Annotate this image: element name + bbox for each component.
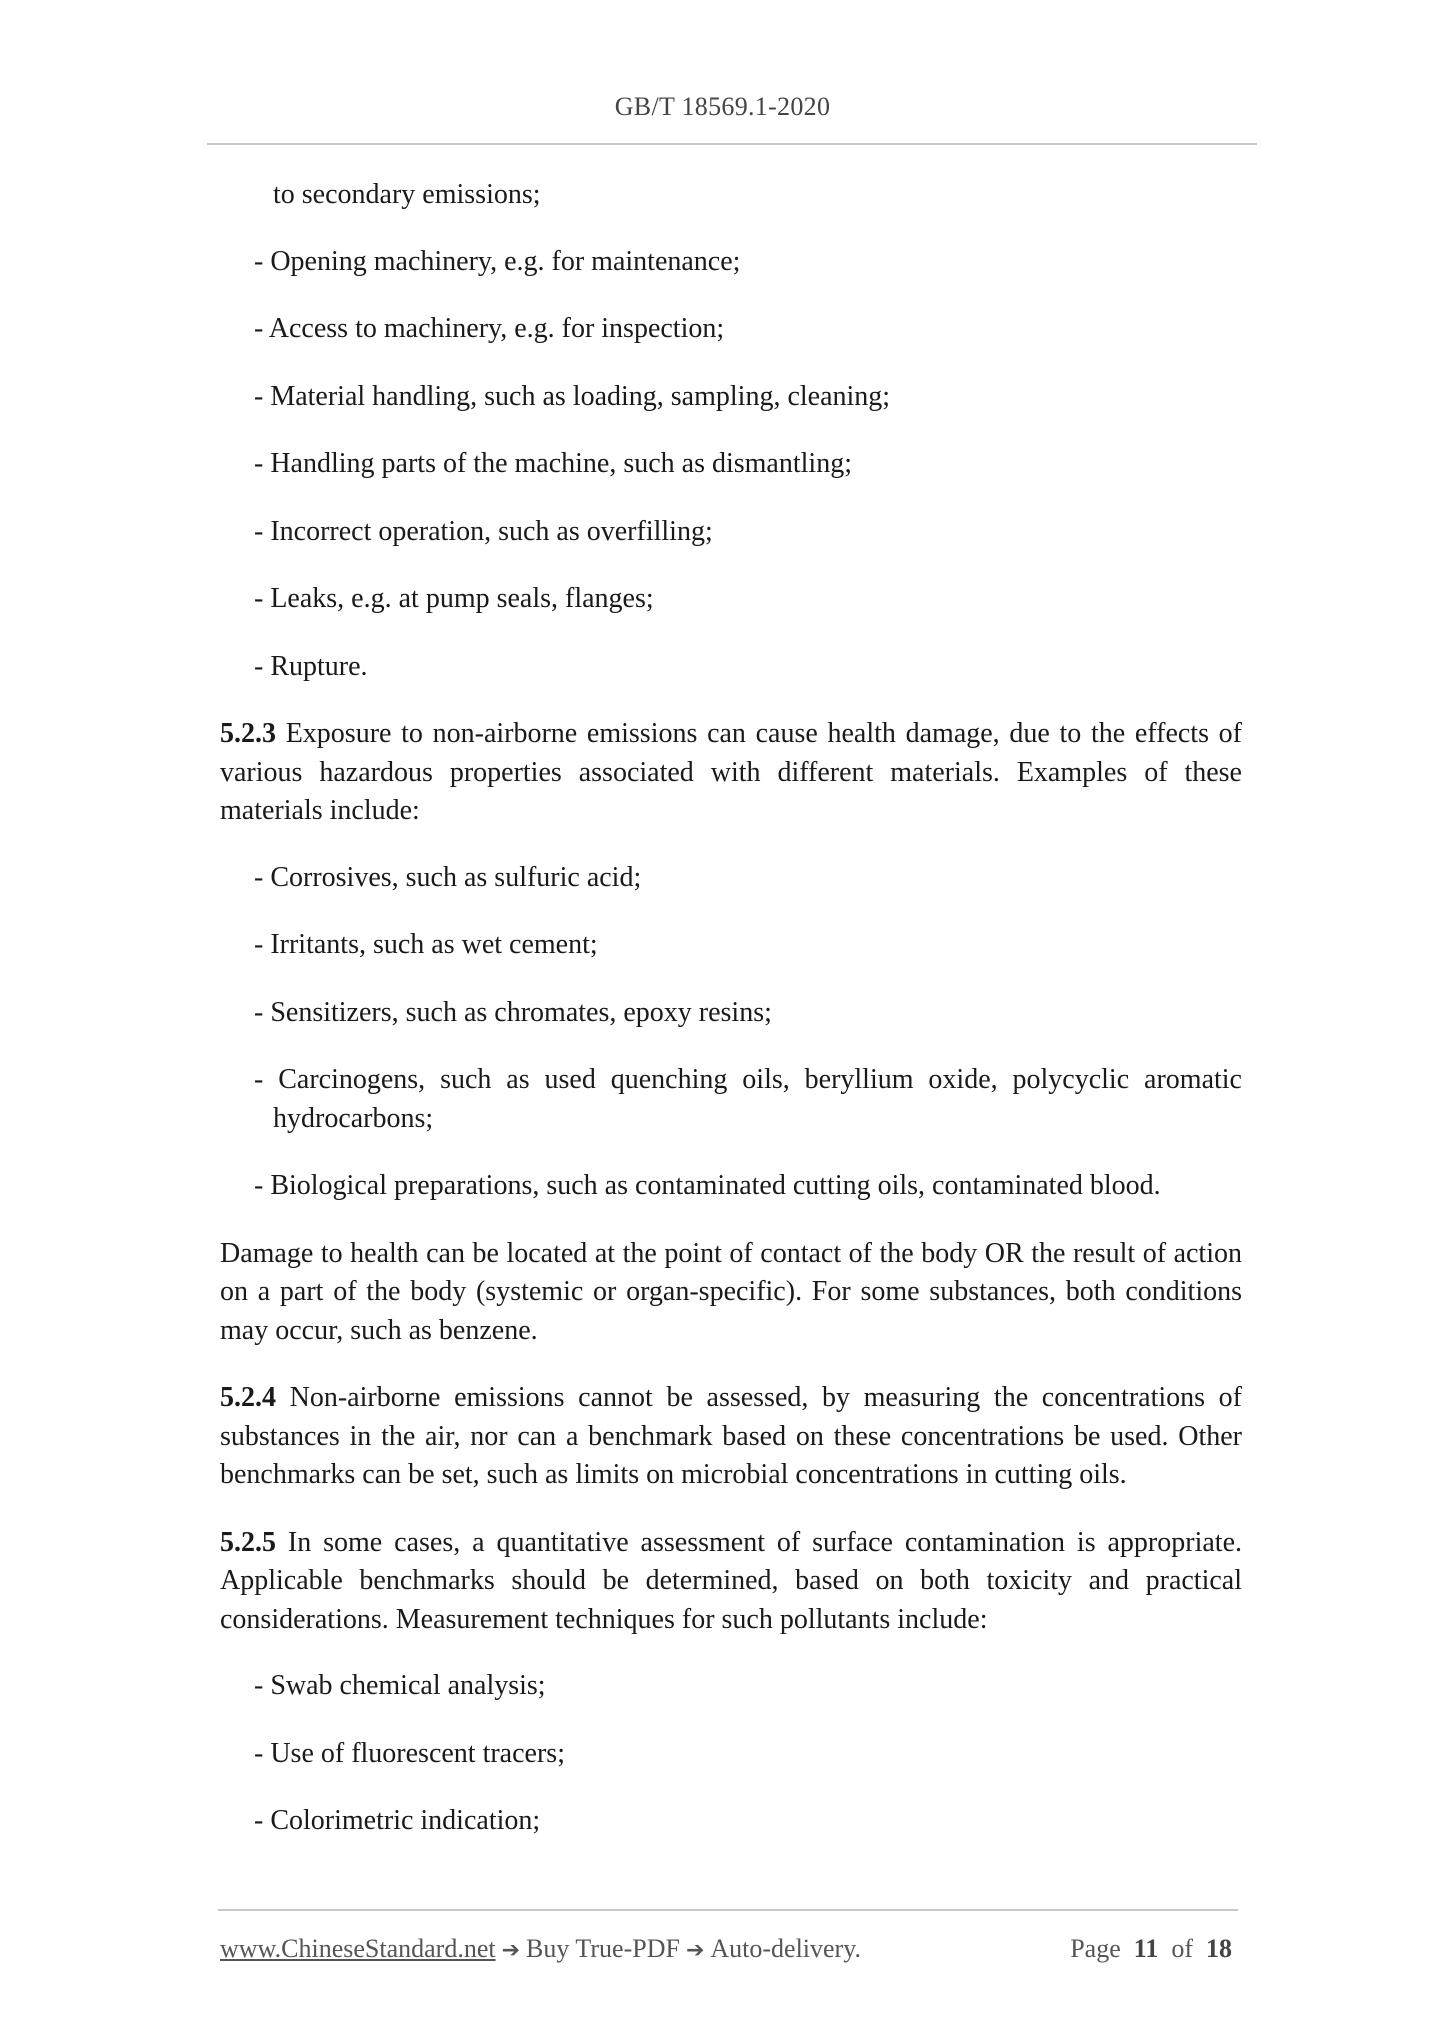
clause-number: 5.2.4 (220, 1382, 276, 1413)
list-item: - Opening machinery, e.g. for maintenance; (254, 245, 741, 277)
clause-5-2-3 (220, 715, 1242, 831)
running-header: GB/T 18569.1-2020 (614, 92, 831, 121)
arrow-right-icon: ➔ (685, 1938, 705, 1963)
buy-text: Buy True-PDF (526, 1934, 680, 1963)
current-page: 11 (1133, 1934, 1159, 1963)
list-item: - Corrosives, such as sulfuric acid; (254, 861, 642, 893)
page-body (220, 176, 1242, 1841)
list-item: - Colorimetric indication; (254, 1805, 541, 1836)
page-label: Page (1070, 1934, 1121, 1963)
clause-text: In some cases, a quantitative assessment of surface contamination is appropriate. Applicable benchmarks should be determined, based on both toxicity and practical considerations. Measurement techniques for such pollutants include: (220, 1526, 1242, 1635)
health-damage-paragraph: Damage to health can be located at the point of contact of the body OR the result of action on a part of the body (systemic or organ-specific). For some substances, both conditions may occur, such as benzene. (220, 1237, 1242, 1346)
list-item: - Use of fluorescent tracers; (254, 1737, 565, 1769)
list-item: - Rupture. (254, 650, 368, 682)
arrow-right-icon: ➔ (501, 1938, 521, 1963)
list-item: - Handling parts of the machine, such as dismantling; (254, 448, 852, 479)
header-divider (207, 143, 1257, 145)
clause-number: 5.2.3 (220, 718, 276, 749)
page-number (1070, 1934, 1232, 1964)
total-pages: 18 (1206, 1934, 1232, 1963)
list-item: - Sensitizers, such as chromates, epoxy resins; (254, 996, 772, 1028)
site-link[interactable]: www.ChineseStandard.net (220, 1934, 496, 1963)
of-label: of (1171, 1934, 1193, 1963)
clause-5-2-4 (220, 1379, 1242, 1495)
continuation-line: to secondary emissions; (273, 179, 541, 210)
clause-text: Exposure to non-airborne emissions can cause health damage, due to the effects of various hazardous properties associated with different materials. Examples of these materials include: (220, 718, 1242, 826)
delivery-text: Auto-delivery. (710, 1934, 862, 1963)
list-item: - Carcinogens, such as used quenching oils, beryllium oxide, polycyclic aromatic hydrocarbons; (254, 1064, 1242, 1134)
list-item: - Irritants, such as wet cement; (254, 929, 598, 960)
list-item: - Biological preparations, such as contaminated cutting oils, contaminated blood. (254, 1170, 1161, 1201)
footer-promo (220, 1934, 861, 1964)
list-item: - Access to machinery, e.g. for inspection; (254, 313, 725, 344)
footer-divider (218, 1909, 1238, 1911)
clause-text: Non-airborne emissions cannot be assessed, by measuring the concentrations of substances in the air, nor can a benchmark based on these concentrations be used. Other benchmarks can be set, such as limits on microbial concentrations in cutting oils. (220, 1382, 1242, 1490)
list-item: - Incorrect operation, such as overfilling; (254, 515, 713, 547)
clause-number: 5.2.5 (220, 1526, 276, 1558)
list-item: - Leaks, e.g. at pump seals, flanges; (254, 583, 654, 614)
clause-5-2-5 (220, 1524, 1242, 1640)
list-item: - Material handling, such as loading, sampling, cleaning; (254, 380, 891, 412)
list-item: - Swab chemical analysis; (254, 1670, 546, 1701)
